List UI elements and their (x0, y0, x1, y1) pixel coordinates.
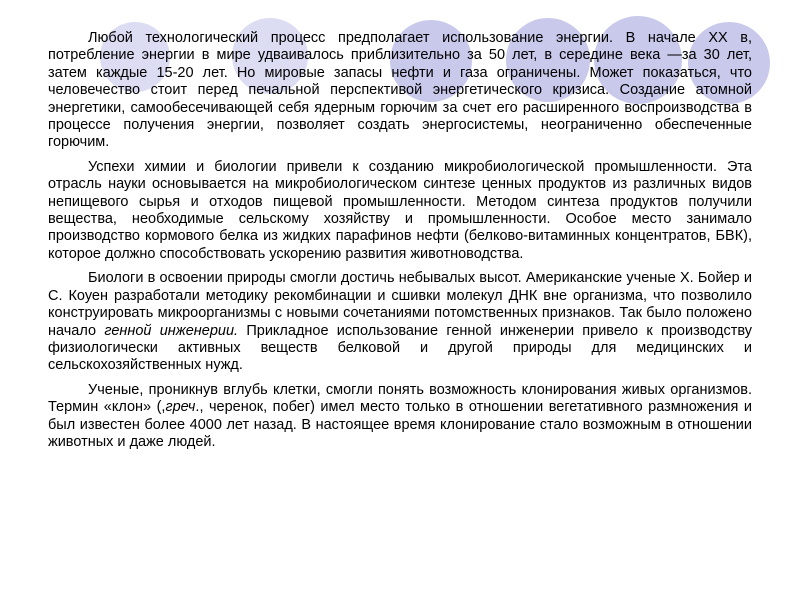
paragraph-2 (48, 159, 752, 263)
paragraph-3-segment-1: Биологи в освоении природы смогли достичь небывалых высот. Американские ученые X. Бойер и С. Коуен разработали методику рекомбинации и сшивки молекул ДНК вне организма, что позволило конструировать микроорганизмы с новыми сочетаниями потомственных признаков. Так было положено начало (48, 270, 752, 339)
paragraph-4-segment-2: греч (165, 399, 196, 416)
paragraph-3-segment-2: генной инженерии. (104, 322, 239, 339)
paragraph-2-segment-1: Успехи химии и биологии привели к созданию микробиологической промышленности. Эта отрасль науки основывается на микробиологическом синтезе ценных продуктов из различных видов непищевого сырья и отходов пищевой промышленности. Методом синтеза продуктов получили вещества, необходимые сельскому хозяйству и промышленности. Особое место занимало производство кормового белка из жидких парафинов нефти (белково-витаминных концентратов, БВК), которое должно способствовать ускорению развития животноводства. (48, 158, 752, 262)
paragraph-1 (48, 30, 752, 152)
paragraph-4-segment-1: Ученые, проникнув вглубь клетки, смогли понять возможность клонирования живых организмов. Термин «клон» (, (48, 381, 752, 416)
slide-text (48, 30, 752, 458)
paragraph-4-segment-3: ., черенок, побег) имел место только в отношении вегетативного размножения и был известен более 4000 лет назад. В настоящее время клонирование стало возможным в отношении животных и даже людей. (48, 399, 752, 450)
paragraph-3-segment-3: Прикладное использование генной инженерии привело к производству физиологически активных веществ белковой и другой природы для медицинских и сельскохозяйственных нужд. (48, 322, 752, 374)
paragraph-4 (48, 382, 752, 452)
paragraph-3 (48, 270, 752, 374)
paragraph-1-segment-1: Любой технологический процесс предполагает использование энергии. В начале XX в, потребление энергии в мире удваивалось приблизительно за 50 лет, в середине века —за 30 лет, затем каждые 15-20 лет. Но мировые запасы нефти и газа ограничены. Может показаться, что человечество стоит перед печальной перспективой энергетического кризиса. Создание атомной энергетики, самообесечивающей себя ядерным горючим за счет его расширенного воспроизводства в процессе получения энергии, позволяет создать энергосистемы, неограниченно обеспеченные горючим. (48, 30, 752, 151)
